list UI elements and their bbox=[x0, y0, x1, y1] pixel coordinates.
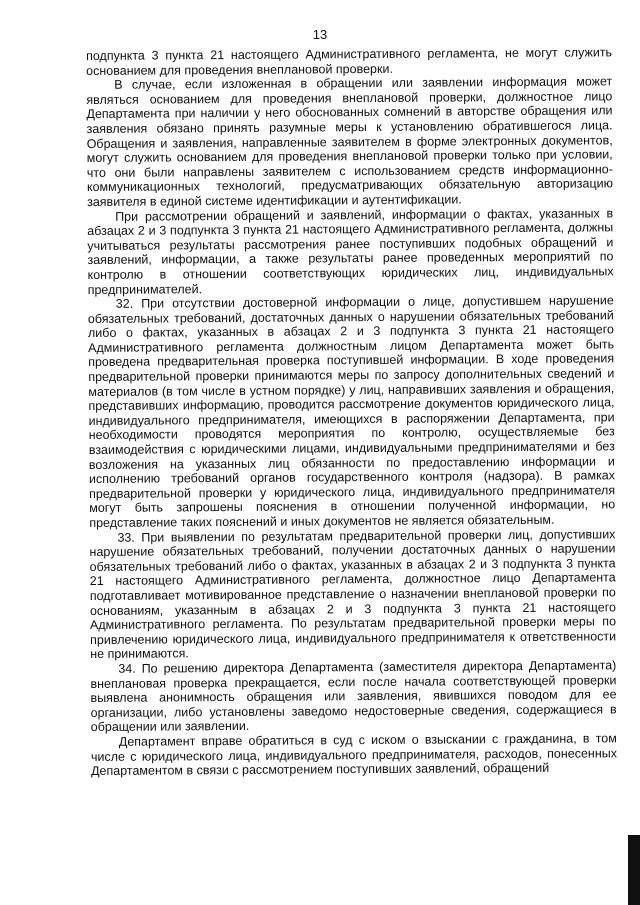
paragraph-court-claim: Департамент вправе обратиться в суд с иском о взыскании с гражданина, в том числе с юридического лица, индивидуального предпринимателя, расходов, понесенных Департаментом в связи с рассмотрением поступивших заявлений, обращений bbox=[90, 731, 617, 779]
document-body bbox=[86, 45, 617, 778]
paragraph-anonymity-doubts: В случае, если изложенная в обращении или заявлении информация может являться основанием для проведения внеплановой проверки, должностное лицо Департамента при наличии у него обоснованных сомнений в авторстве обращения или заявления обязано принять разумные меры к установлению обратившегося лица. Обращения и заявления, направленные заявителем в форме электронных документов, могут служить основанием для проведения внеплановой проверки только при условии, что они были направлены заявителем с использованием средств информационно-коммуникационных технологий, предусматривающих обязательную авторизацию заявителя в единой системе идентификации и аутентификации. bbox=[86, 74, 614, 209]
paragraph-33: 33. При выявлении по результатам предварительной проверки лиц, допустивших нарушение обязательных требований, получении достаточных данных о нарушении обязательных требований либо о фактах, указанных в абзацах 2 и 3 подпункта 3 пункта 21 настоящего Административного регламента, должностное лицо Департамента подготавливает мотивированное представление о назначении внеплановой проверки по основаниям, указанным в абзацах 2 и 3 подпункта 3 пункта 21 настоящего Административного регламента. По результатам предварительной проверки меры по привлечению юридического лица, индивидуального предпринимателя к ответственности не принимаются. bbox=[89, 526, 617, 662]
paragraph-32: 32. При отсутствии достоверной информации о лице, допустившем нарушение обязательных требований, достаточных данных о нарушении обязательных требований либо о фактах, указанных в абзацах 2 и 3 подпункта 3 пункта 21 настоящего Административного регламента должностным лицом Департамента может быть проведена предварительная проверка поступившей информации. В ходе проведения предварительной проверки принимаются меры по запросу дополнительных сведений и материалов (в том числе в устном порядке) у лиц, направивших заявления и обращения, представивших информацию, проводится рассмотрение документов юридического лица, индивидуального предпринимателя, имеющихся в распоряжении Департамента, при необходимости проводятся мероприятия по контролю, осуществляемые без взаимодействия с юридическими лицами, индивидуальными предпринимателями и без возложения на указанных лиц обязанности по предоставлению информации и исполнению требований органов государственного контроля (надзора). В рамках предварительной проверки у юридического лица, индивидуального предпринимателя могут быть запрошены пояснения в отношении полученной информации, но представление таких пояснений и иных документов не является обязательным. bbox=[87, 293, 616, 530]
page-number: 13 bbox=[312, 27, 328, 42]
paragraph-34: 34. По решению директора Департамента (заместителя директора Департамента) внеплановая проверка прекращается, если после начала соответствующей проверки выявлена анонимность обращения или заявления, явившихся поводом для ее организации, либо установлены заведомо недостоверные сведения, содержащиеся в обращении или заявлении. bbox=[90, 658, 617, 735]
paragraph-previous-results: При рассмотрении обращений и заявлений, информации о фактах, указанных в абзацах 2 и 3 подпункта 3 пункта 21 настоящего Административного регламента, должны учитываться результаты рассмотрения ранее поступивших подобных обращений и заявлений, информации, а также результаты ранее проведенных мероприятий по контролю в отношении соответствующих юридических лиц, индивидуальных предпринимателей. bbox=[87, 205, 614, 297]
scan-edge-shadow bbox=[628, 835, 640, 905]
paragraph-continuation: подпункта 3 пункта 21 настоящего Административного регламента, не могут служить основанием для проведения внеплановой проверки. bbox=[86, 45, 613, 78]
